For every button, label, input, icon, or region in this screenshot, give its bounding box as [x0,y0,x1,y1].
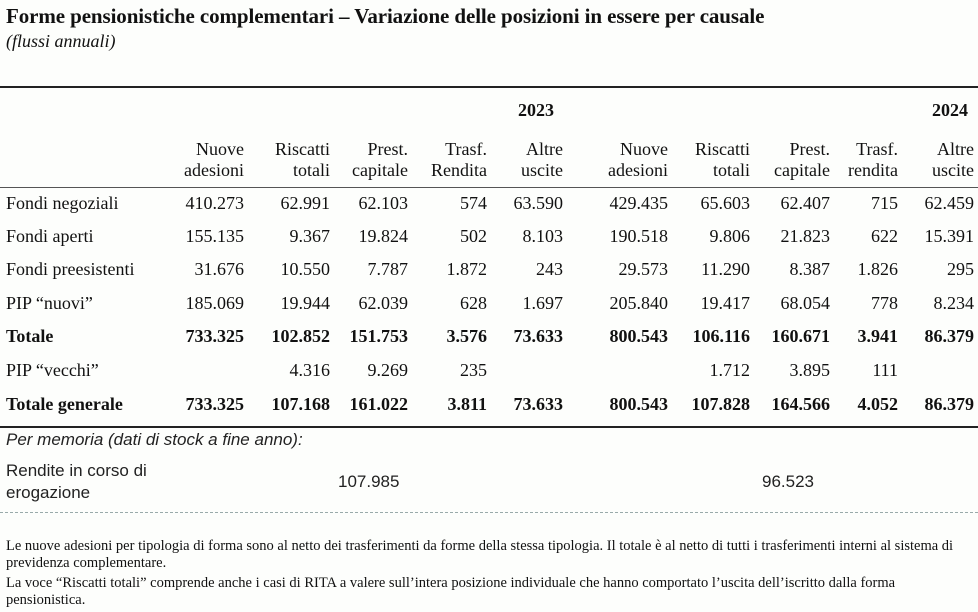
table-cell: 65.603 [700,193,750,213]
table-cell: 62.103 [358,193,408,213]
memo-label-line2: erogazione [6,483,91,502]
table-cell: 62.459 [924,193,974,213]
table-cell: 3.576 [446,326,487,346]
column-header-1 [184,139,244,181]
column-header-line: Altre [937,139,974,159]
table-cell: 102.852 [271,326,330,346]
table-cell: 21.823 [780,226,830,246]
table-cell: 9.806 [709,226,750,246]
table-cell: 715 [871,193,898,213]
table-cell: 295 [947,259,974,279]
column-header-line: Riscatti [695,139,750,159]
year-header-2024: 2024 [932,100,968,120]
memo-value-2024: 96.523 [762,472,814,491]
memo-title: Per memoria (dati di stock a fine anno): [6,430,303,449]
table-cell: 733.325 [185,326,244,346]
column-header-9 [848,139,898,181]
table-cell: 8.387 [789,259,830,279]
table-cell: 1.826 [857,259,898,279]
footnote-2: La voce “Riscatti totali” comprende anche i casi di RITA a valere sull’intera posizione individuale che hanno comportato l’uscita dell’iscritto dalla forma pensionistica. [6,575,896,608]
table-cell: 4.052 [857,394,898,414]
column-header-line: uscite [521,160,563,180]
year-header-2023: 2023 [518,100,554,120]
column-header-line: totali [293,160,330,180]
row-label: PIP “nuovi” [6,293,93,313]
table-cell: 190.518 [609,226,668,246]
header-rule [0,187,978,188]
footnote-1: Le nuove adesioni per tipologia di forma sono al netto dei trasferimenti da forme della stessa tipologia. Il totale è al netto di tutti i trasferimenti interni al sistema di previdenza complementare. [6,538,954,571]
table-cell: 574 [460,193,487,213]
table-cell: 3.895 [789,360,830,380]
column-header-3 [352,139,408,181]
column-header-line: Nuove [196,139,244,159]
table-cell: 161.022 [349,394,408,414]
column-header-line: adesioni [184,160,244,180]
table-cell: 800.543 [609,394,668,414]
table-cell: 9.269 [367,360,408,380]
table-cell: 8.103 [522,226,563,246]
table-cell: 31.676 [194,259,244,279]
column-header-line: uscite [932,160,974,180]
column-header-line: Rendita [431,160,487,180]
table-cell: 155.135 [185,226,244,246]
table-cell: 62.039 [358,293,408,313]
table-cell: 151.753 [349,326,408,346]
column-header-4 [431,139,487,181]
column-header-line: rendita [848,160,898,180]
row-label: PIP “vecchi” [6,360,99,380]
column-header-10 [932,139,974,181]
table-cell: 86.379 [924,394,974,414]
column-header-line: Nuove [620,139,668,159]
column-header-line: Trasf. [445,139,487,159]
table-cell: 68.054 [780,293,830,313]
table-cell: 62.991 [280,193,330,213]
table-cell: 107.828 [691,394,750,414]
table-cell: 15.391 [924,226,974,246]
column-header-line: adesioni [608,160,668,180]
table-cell: 778 [871,293,898,313]
table-cell: 19.417 [700,293,750,313]
table-cell: 205.840 [609,293,668,313]
table-cell: 1.697 [522,293,563,313]
table-cell: 164.566 [771,394,830,414]
column-header-2 [275,139,330,181]
table-cell: 10.550 [280,259,330,279]
table-cell: 410.273 [185,193,244,213]
table-cell: 628 [460,293,487,313]
table-cell: 733.325 [185,394,244,414]
table-cell: 107.168 [271,394,330,414]
table-cell: 63.590 [513,193,563,213]
row-label: Totale [6,326,54,346]
page-title: Forme pensionistiche complementari – Variazione delle posizioni in essere per causale [6,4,765,28]
table-cell: 160.671 [771,326,830,346]
table-bottom-rule [0,426,978,428]
table-cell: 800.543 [609,326,668,346]
table-cell: 73.633 [513,394,563,414]
column-header-line: Altre [526,139,563,159]
column-header-line: totali [713,160,750,180]
table-cell: 1.872 [446,259,487,279]
table-cell: 111 [872,360,898,380]
table-cell: 429.435 [609,193,668,213]
column-header-5 [521,139,563,181]
table-cell: 11.290 [701,259,750,279]
table-cell: 243 [536,259,563,279]
column-header-line: Riscatti [275,139,330,159]
table-cell: 7.787 [367,259,408,279]
table-cell: 185.069 [185,293,244,313]
table-top-rule [0,86,978,88]
column-header-line: Prest. [789,139,830,159]
table-cell: 19.944 [280,293,330,313]
row-label: Fondi negoziali [6,193,119,213]
table-cell: 19.824 [358,226,408,246]
column-header-8 [774,139,830,181]
column-header-line: capitale [352,160,408,180]
row-label: Fondi preesistenti [6,259,135,279]
column-header-line: capitale [774,160,830,180]
table-cell: 4.316 [289,360,330,380]
footnote-rule [0,512,978,513]
table-cell: 106.116 [692,326,750,346]
column-header-7 [695,139,750,181]
table-cell: 9.367 [289,226,330,246]
column-header-6 [608,139,668,181]
table-cell: 29.573 [618,259,668,279]
table-cell: 62.407 [780,193,830,213]
table-cell: 73.633 [513,326,563,346]
memo-label [6,460,147,504]
column-header-line: Trasf. [856,139,898,159]
page-subtitle: (flussi annuali) [6,31,116,51]
table-cell: 86.379 [924,326,974,346]
row-label: Totale generale [6,394,123,414]
table-cell: 8.234 [933,293,974,313]
table-cell: 3.811 [447,394,487,414]
table-cell: 1.712 [709,360,750,380]
row-label: Fondi aperti [6,226,94,246]
table-cell: 235 [460,360,487,380]
table-cell: 3.941 [857,326,898,346]
column-header-line: Prest. [367,139,408,159]
memo-label-line1: Rendite in corso di [6,461,147,480]
table-cell: 622 [871,226,898,246]
memo-value-2023: 107.985 [338,472,400,491]
table-cell: 502 [460,226,487,246]
